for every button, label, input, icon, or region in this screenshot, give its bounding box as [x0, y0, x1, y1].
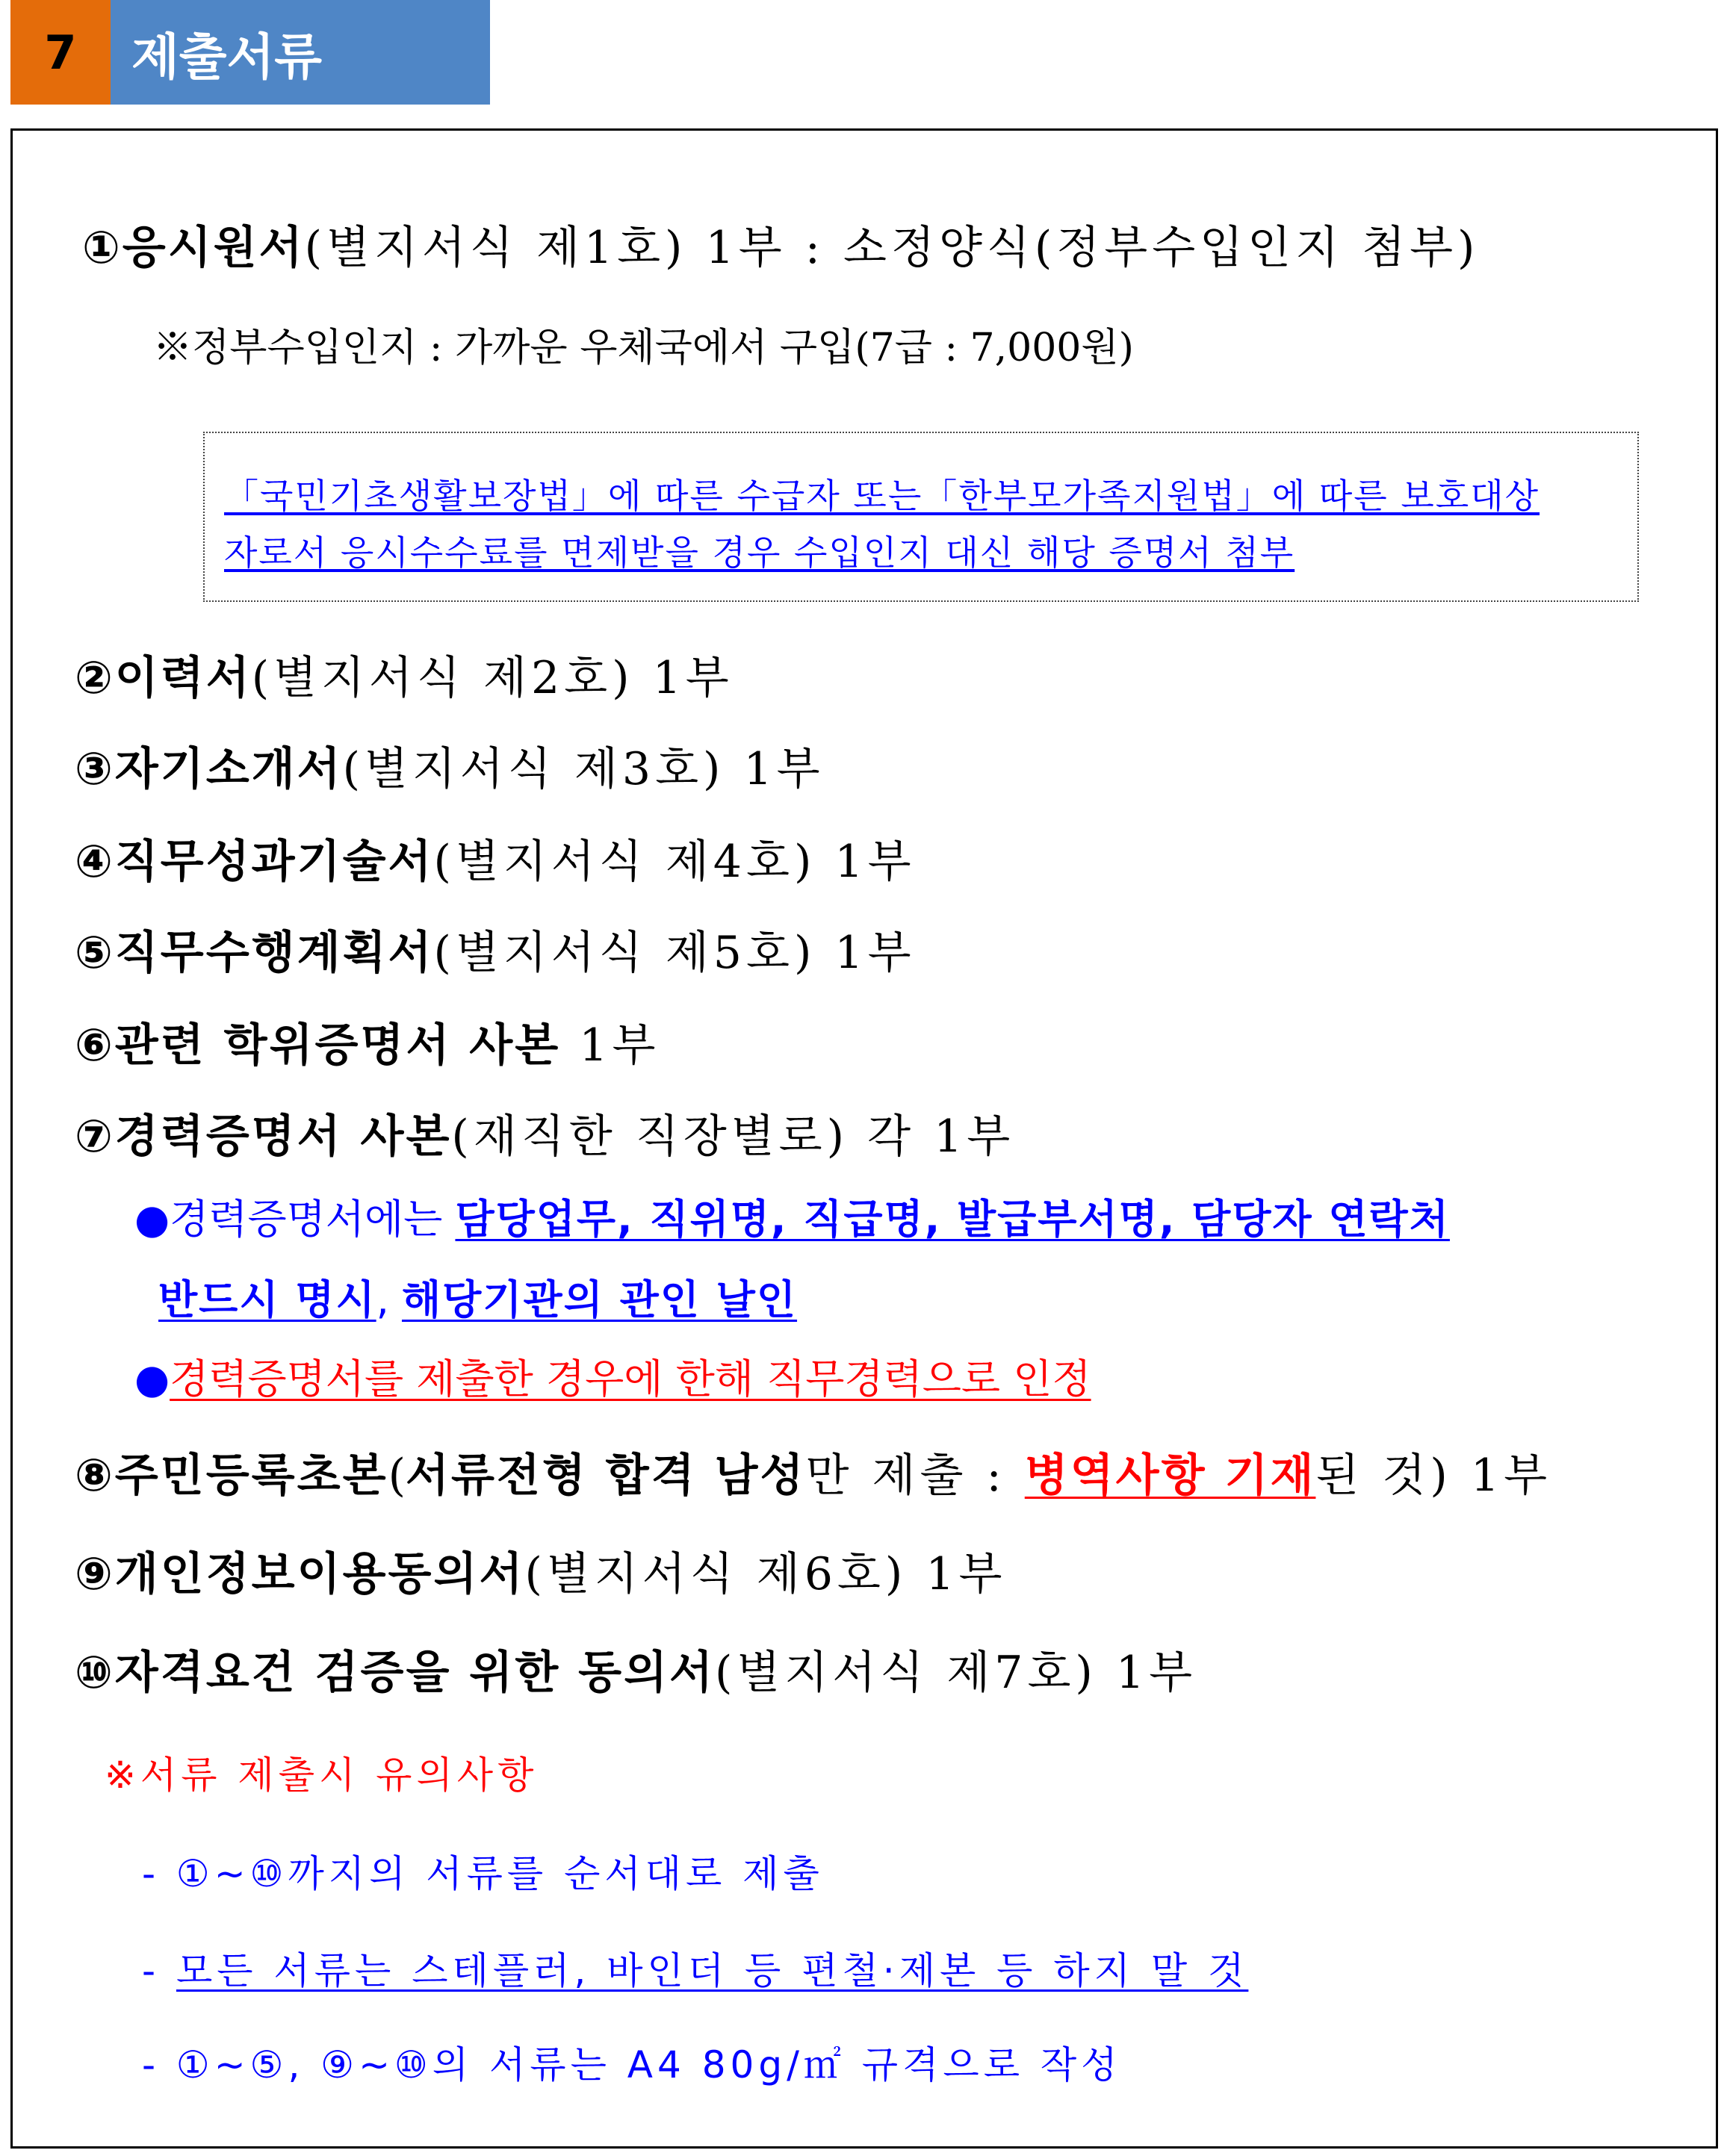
section-title: 제출서류 — [111, 0, 490, 105]
caution-title: ※서류 제출시 유의사항 — [105, 1753, 539, 1797]
exemption-note-box — [203, 432, 1639, 602]
document-item-6 — [75, 1019, 660, 1072]
stamp-note: ※정부수입인지 : 가까운 우체국에서 구입(7급 : 7,000원) — [153, 326, 1134, 370]
item-detail: 만 제출 : — [805, 1450, 1025, 1502]
item-detail: (별지서식 제7호) 1부 — [715, 1647, 1197, 1699]
military-service-note: 병역사항 기재 — [1024, 1450, 1316, 1502]
exemption-note-line-2: 자로서 응시수수료를 면제받을 경우 수입인지 대신 해당 증명서 첨부 — [224, 532, 1295, 573]
item-title: ⑧주민등록초본 — [75, 1450, 388, 1502]
item-detail: (별지서식 제6호) 1부 — [524, 1548, 1007, 1600]
career-note-2 — [134, 1355, 1091, 1402]
document-item-2 — [75, 652, 734, 704]
item-title: ④직무성과기술서 — [75, 836, 434, 888]
item-title: ⑦경력증명서 사본 — [75, 1110, 452, 1163]
item-detail: (별지서식 제5호) 1부 — [433, 927, 916, 979]
item-title: ⑥관련 학위증명서 사본 — [75, 1019, 561, 1072]
item-detail: 1부 — [560, 1019, 660, 1072]
caution-line-2 — [142, 1949, 1249, 1992]
document-item-5 — [75, 927, 916, 979]
item-title: ①응시원서 — [82, 222, 305, 274]
document-item-8 — [75, 1450, 1552, 1502]
item-title: ⑨개인정보이용동의서 — [75, 1548, 525, 1600]
item-detail: (별지서식 제4호) 1부 — [433, 836, 916, 888]
career-note-required-fields: 담당업무, 직위명, 직급명, 발급부서명, 담당자 연락처 — [455, 1196, 1450, 1243]
item-detail: (별지서식 제1호) 1부 : 소정양식(정부수입인지 첨부) — [304, 222, 1480, 274]
document-item-3 — [75, 743, 825, 795]
bullet-icon: ● — [134, 1355, 170, 1402]
caution-line-3: - ①~⑤, ⑨~⑩의 서류는 A4 80g/㎡ 규격으로 작성 — [142, 2043, 1122, 2087]
career-note-recognition: 경력증명서를 제출한 경우에 한해 직무경력으로 인정 — [170, 1355, 1091, 1402]
exemption-note-line-1: 「국민기초생활보장법」에 따른 수급자 또는「한부모가족지원법」에 따른 보호대상 — [224, 476, 1540, 516]
item-detail: (별지서식 제2호) 1부 — [251, 652, 734, 704]
dash-marker: - — [142, 1949, 176, 1992]
item-detail: (별지서식 제3호) 1부 — [342, 743, 825, 795]
caution-line-1: - ①~⑩까지의 서류를 순서대로 제출 — [142, 1852, 824, 1895]
item-title: ⑩자격요건 검증을 위한 동의서 — [75, 1647, 715, 1699]
caution-binding-note: 모든 서류는 스테플러, 바인더 등 편철·제본 등 하지 말 것 — [176, 1949, 1249, 1992]
career-note-prefix: ●경력증명서에는 — [134, 1196, 456, 1243]
item-title: ②이력서 — [75, 652, 252, 704]
document-item-4 — [75, 836, 916, 888]
document-item-9 — [75, 1548, 1007, 1600]
item-condition: 서류전형 합격 남성 — [405, 1450, 806, 1502]
item-detail: (재직한 직장별로) 각 1부 — [451, 1110, 1015, 1163]
career-note-1-continued — [158, 1276, 798, 1323]
document-item-7 — [75, 1110, 1015, 1163]
document-item-1 — [82, 222, 1480, 274]
item-title: ③자기소개서 — [75, 743, 343, 795]
career-note-official-seal: 해당기관의 관인 날인 — [401, 1276, 798, 1323]
career-note-1 — [134, 1196, 1450, 1243]
document-item-10 — [75, 1647, 1197, 1699]
item-detail-end: 된 것) 1부 — [1315, 1450, 1552, 1502]
career-note-comma: , — [376, 1276, 402, 1323]
item-paren: ( — [388, 1450, 406, 1502]
section-number: 7 — [10, 0, 111, 105]
item-title: ⑤직무수행계획서 — [75, 927, 434, 979]
career-note-must-state: 반드시 명시 — [158, 1276, 376, 1323]
